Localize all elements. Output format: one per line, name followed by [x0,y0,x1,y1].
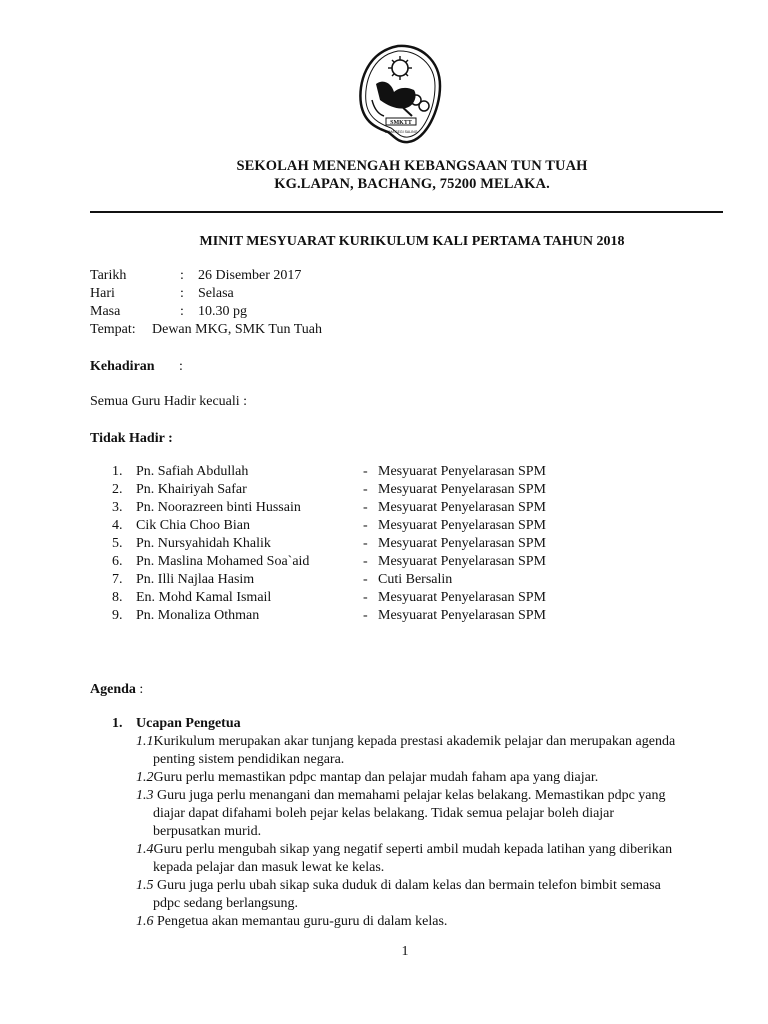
point-text-cont: diajar dapat difahami boleh pejar kelas belakang. Tidak semua pelajar boleh diajar [153,806,615,821]
school-address: KG.LAPAN, BACHANG, 75200 MELAKA. [274,176,550,192]
meeting-details [90,267,590,339]
masa-colon: : [180,304,184,319]
agenda-heading [90,681,143,699]
tempat-value: Dewan MKG, SMK Tun Tuah [152,322,322,337]
point-number: 1.4 [136,842,154,857]
svg-text:SAMA SEGI SALING: SAMA SEGI SALING [384,130,418,134]
point-number: 1.3 [136,788,154,803]
point-text: Kurikulum merupakan akar tunjang kepada prestasi akademik pelajar dan merupakan agenda [153,734,676,749]
document-title: MINIT MESYUARAT KURIKULUM KALI PERTAMA TAHUN 2018 [199,234,625,249]
list-item: 3. Pn. Noorazreen binti Hussain - Mesyuarat Penyelarasan SPM [112,500,546,515]
kehadiran-colon: : [179,359,183,374]
point-number: 1.6 [136,914,154,929]
list-item: 9. Pn. Monaliza Othman - Mesyuarat Penyelarasan SPM [112,608,546,623]
hari-label: Hari [90,286,115,301]
agenda-label: Agenda [90,682,136,697]
absentee-list [112,463,612,625]
tarikh-colon: : [180,268,184,283]
masa-label: Masa [90,304,121,319]
point-text-cont: berpusatkan murid. [153,824,262,839]
page-number: 1 [401,944,409,959]
list-item: 8. En. Mohd Kamal Ismail - Mesyuarat Penyelarasan SPM [112,590,546,605]
point-text: Guru perlu memastikan pdpc mantap dan pelajar mudah faham apa yang diajar. [153,770,599,785]
point-text: Guru perlu mengubah sikap yang negatif seperti ambil mudah kepada latihan yang diberikan [153,842,673,857]
agenda-point [112,769,722,787]
list-item: 6. Pn. Maslina Mohamed Soa`aid - Mesyuarat Penyelarasan SPM [112,554,546,569]
agenda-colon: : [135,682,144,697]
list-item: 1. Pn. Safiah Abdullah - Mesyuarat Penyelarasan SPM [112,464,546,479]
attendance-note: Semua Guru Hadir kecuali : [90,394,248,409]
list-item: 7. Pn. Illi Najlaa Hasim - Cuti Bersalin [112,572,453,587]
list-item: 4. Cik Chia Choo Bian - Mesyuarat Penyelarasan SPM [112,518,546,533]
agenda-point [112,841,722,877]
point-text-cont: penting sistem pendidikan negara. [153,752,345,767]
school-name: SEKOLAH MENENGAH KEBANGSAAN TUN TUAH [236,158,588,174]
point-number: 1.5 [136,878,154,893]
tidak-hadir-label: Tidak Hadir : [90,431,173,446]
svg-text:SMKTT: SMKTT [390,120,412,126]
school-logo-icon [358,44,442,144]
tempat-label: Tempat: [90,322,136,337]
point-text: Guru juga perlu ubah sikap suka duduk di dalam kelas dan bermain telefon bimbit semasa [153,878,661,893]
tarikh-label: Tarikh [90,268,127,283]
tempat-row [90,321,590,339]
tarikh-value: 26 Disember 2017 [198,268,302,283]
point-number: 1.1 [136,734,154,749]
masa-row [90,303,590,321]
header-divider [90,211,723,213]
section-title: Ucapan Pengetua [136,716,241,731]
section-number: 1. [112,716,123,731]
tarikh-row [90,267,590,285]
point-text-cont: pdpc sedang berlangsung. [153,896,299,911]
point-number: 1.2 [136,770,154,785]
agenda-section-1 [112,715,722,931]
list-item: 5. Pn. Nursyahidah Khalik - Mesyuarat Penyelarasan SPM [112,536,546,551]
agenda-point [112,733,722,769]
agenda-point [112,913,722,931]
point-text-cont: kepada pelajar dan masuk lewat ke kelas. [153,860,385,875]
hari-value: Selasa [198,286,234,301]
kehadiran-label: Kehadiran [90,359,155,374]
point-text: Guru juga perlu menangani dan memahami pelajar kelas belakang. Memastikan pdpc yang [153,788,666,803]
masa-value: 10.30 pg [198,304,247,319]
section-heading [112,715,722,733]
hari-row [90,285,590,303]
hari-colon: : [180,286,184,301]
agenda-point [112,877,722,913]
list-item: 2. Pn. Khairiyah Safar - Mesyuarat Penyelarasan SPM [112,482,546,497]
agenda-point [112,787,722,841]
point-text: Pengetua akan memantau guru-guru di dalam kelas. [153,914,448,929]
